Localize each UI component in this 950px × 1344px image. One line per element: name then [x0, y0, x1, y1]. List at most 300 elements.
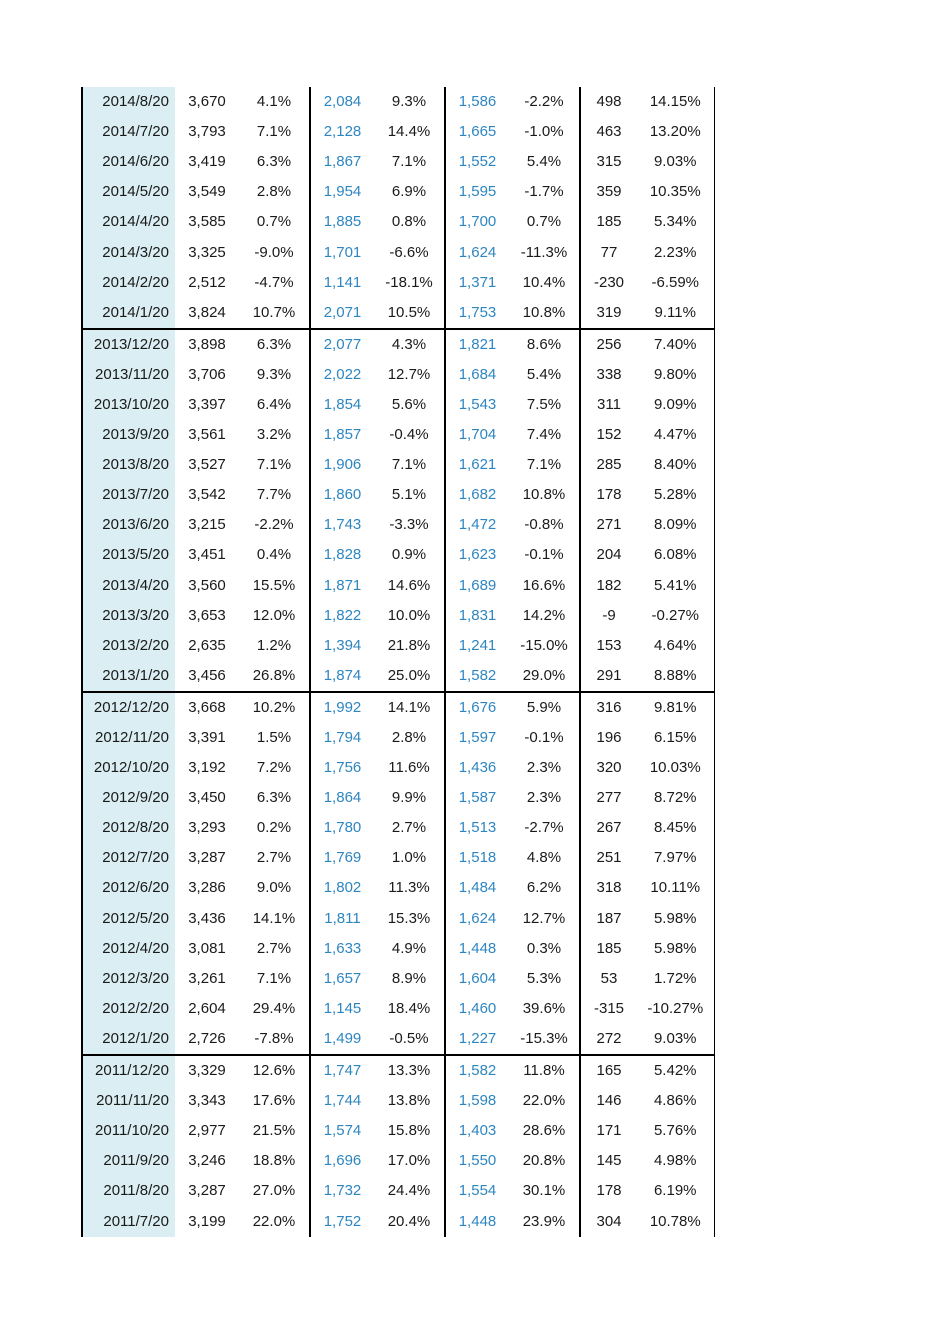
value-cell: 277	[580, 783, 637, 813]
value-cell: 304	[580, 1206, 637, 1236]
pct-cell: 7.2%	[256, 759, 292, 777]
value-cell: 1,597	[445, 723, 509, 753]
value-cell: 3,325	[188, 243, 226, 261]
value-cell: 1,780	[310, 813, 374, 843]
date-cell: 2013/10/20	[82, 390, 175, 420]
pct-cell: 10.78%	[637, 1206, 714, 1236]
value-cell: 1,448	[445, 934, 509, 964]
pct-cell: 7.1%	[256, 123, 292, 141]
pct-cell: 12.6%	[239, 1055, 310, 1086]
table-row	[82, 1206, 714, 1236]
value-cell: 2,604	[188, 999, 226, 1017]
value-cell: 3,261	[188, 969, 226, 987]
date-cell: 2011/11/20	[82, 1086, 175, 1116]
value-cell: 3,286	[188, 879, 226, 897]
value-cell: 1,821	[445, 329, 509, 360]
value-cell: 3,391	[188, 729, 226, 747]
pct-cell: 21.8%	[387, 636, 431, 654]
pct-cell: 5.9%	[509, 692, 580, 723]
value-cell: 1,543	[445, 390, 509, 420]
pct-cell: 4.47%	[637, 420, 714, 450]
pct-cell: 0.7%	[256, 213, 292, 231]
pct-cell: 9.03%	[637, 147, 714, 177]
value-cell: 1,954	[310, 177, 374, 207]
pct-cell: 14.6%	[387, 576, 431, 594]
value-cell: 187	[580, 904, 637, 934]
pct-cell: 11.8%	[509, 1055, 580, 1086]
value-cell: 256	[580, 329, 637, 360]
value-cell: 3,561	[188, 426, 226, 444]
pct-cell: 3.2%	[256, 426, 292, 444]
value-cell: 3,293	[188, 819, 226, 837]
value-cell: 1,624	[445, 904, 509, 934]
date-cell: 2013/12/20	[82, 329, 175, 360]
date-cell: 2013/9/20	[82, 420, 175, 450]
table-row	[82, 994, 714, 1024]
table-row	[82, 540, 714, 570]
value-cell: 178	[580, 480, 637, 510]
table-row	[82, 1116, 714, 1146]
pct-cell: 7.1%	[526, 456, 562, 474]
pct-cell: 4.64%	[637, 631, 714, 661]
pct-cell: 15.3%	[387, 909, 431, 927]
pct-cell: 13.8%	[387, 1092, 431, 1110]
pct-cell: 7.1%	[391, 153, 427, 171]
pct-cell: 21.5%	[252, 1122, 296, 1140]
pct-cell: 22.0%	[522, 1092, 566, 1110]
pct-cell: 7.1%	[256, 969, 292, 987]
date-cell: 2013/5/20	[82, 540, 175, 570]
pct-cell: 2.7%	[391, 819, 427, 837]
pct-cell: 0.7%	[526, 213, 562, 231]
value-cell: 1,552	[445, 147, 509, 177]
value-cell: 2,977	[188, 1122, 226, 1140]
table-row	[82, 177, 714, 207]
pct-cell: 1.2%	[256, 636, 292, 654]
value-cell: 185	[580, 934, 637, 964]
table-row	[82, 753, 714, 783]
pct-cell: 10.0%	[387, 606, 431, 624]
pct-cell: 0.2%	[256, 819, 292, 837]
table-row	[82, 873, 714, 903]
pct-cell: 30.1%	[522, 1182, 566, 1200]
pct-cell: -11.3%	[520, 243, 568, 261]
pct-cell: 16.6%	[522, 576, 566, 594]
pct-cell: 9.3%	[391, 93, 427, 111]
value-cell: 1,484	[445, 873, 509, 903]
value-cell: 1,874	[310, 661, 374, 692]
date-cell: 2013/8/20	[82, 450, 175, 480]
value-cell: 1,794	[310, 723, 374, 753]
pct-cell: 0.3%	[526, 939, 562, 957]
date-cell: 2013/1/20	[82, 661, 175, 692]
date-cell: 2013/3/20	[82, 601, 175, 631]
pct-cell: 5.98%	[637, 904, 714, 934]
value-cell: 1,864	[310, 783, 374, 813]
value-cell: 3,585	[188, 213, 226, 231]
value-cell: 359	[580, 177, 637, 207]
value-cell: 1,885	[310, 207, 374, 237]
value-cell: 1,857	[310, 420, 374, 450]
value-cell: 3,653	[188, 606, 226, 624]
value-cell: 291	[580, 661, 637, 692]
value-cell: 1,403	[445, 1116, 509, 1146]
pct-cell: 14.15%	[637, 87, 714, 117]
value-cell: 3,287	[188, 1182, 226, 1200]
value-cell: 1,689	[445, 571, 509, 601]
value-cell: 153	[580, 631, 637, 661]
date-cell: 2012/8/20	[82, 813, 175, 843]
value-cell: 1,802	[310, 873, 374, 903]
pct-cell: 4.3%	[374, 329, 445, 360]
date-cell: 2012/10/20	[82, 753, 175, 783]
date-cell: 2014/8/20	[82, 87, 175, 117]
pct-cell: 13.3%	[374, 1055, 445, 1086]
pct-cell: 14.2%	[522, 606, 566, 624]
value-cell: 1,682	[445, 480, 509, 510]
date-cell: 2014/4/20	[82, 207, 175, 237]
value-cell: 3,898	[175, 329, 239, 360]
value-cell: 1,744	[310, 1086, 374, 1116]
pct-cell: 7.7%	[256, 486, 292, 504]
value-cell: 320	[580, 753, 637, 783]
table-row	[82, 360, 714, 390]
date-cell: 2014/3/20	[82, 237, 175, 267]
value-cell: 1,704	[445, 420, 509, 450]
value-cell: 1,665	[445, 117, 509, 147]
pct-cell: 10.4%	[522, 273, 566, 291]
pct-cell: -7.8%	[254, 1029, 294, 1047]
pct-cell: 25.0%	[387, 666, 431, 684]
value-cell: 1,860	[310, 480, 374, 510]
pct-cell: 8.88%	[637, 661, 714, 692]
pct-cell: 11.3%	[388, 879, 430, 897]
value-cell: 1,992	[310, 692, 374, 723]
pct-cell: -2.7%	[524, 819, 564, 837]
value-cell: 1,554	[445, 1176, 509, 1206]
value-cell: 1,582	[445, 1055, 509, 1086]
pct-cell: 12.7%	[522, 909, 566, 927]
value-cell: 1,747	[310, 1055, 374, 1086]
pct-cell: 4.1%	[256, 93, 292, 111]
pct-cell: -2.2%	[524, 93, 564, 111]
date-cell: 2012/6/20	[82, 873, 175, 903]
table-row	[82, 843, 714, 873]
value-cell: 1,499	[310, 1024, 374, 1055]
value-cell: 1,822	[310, 601, 374, 631]
date-cell: 2014/6/20	[82, 147, 175, 177]
table-row	[82, 631, 714, 661]
value-cell: 2,084	[310, 87, 374, 117]
value-cell: 1,145	[310, 994, 374, 1024]
pct-cell: 7.4%	[526, 426, 562, 444]
table-row	[82, 390, 714, 420]
pct-cell: 10.03%	[637, 753, 714, 783]
pct-cell: -0.1%	[524, 546, 564, 564]
pct-cell: 10.35%	[637, 177, 714, 207]
value-cell: 3,450	[188, 789, 226, 807]
value-cell: 3,081	[188, 939, 226, 957]
pct-cell: 4.98%	[637, 1146, 714, 1176]
pct-cell: 5.4%	[526, 365, 562, 383]
value-cell: 1,624	[445, 237, 509, 267]
pct-cell: 20.4%	[387, 1212, 431, 1230]
value-cell: 53	[580, 964, 637, 994]
pct-cell: 18.4%	[387, 999, 431, 1017]
table-row	[82, 661, 714, 692]
pct-cell: 8.40%	[637, 450, 714, 480]
value-cell: 272	[580, 1024, 637, 1055]
pct-cell: 6.15%	[637, 723, 714, 753]
pct-cell: 5.4%	[526, 153, 562, 171]
value-cell: 178	[580, 1176, 637, 1206]
value-cell: 1,831	[445, 601, 509, 631]
value-cell: 319	[580, 298, 637, 329]
value-cell: 315	[580, 147, 637, 177]
pct-cell: 12.7%	[387, 365, 431, 383]
pct-cell: -10.27%	[637, 994, 714, 1024]
pct-cell: 10.2%	[239, 692, 310, 723]
value-cell: 2,726	[188, 1029, 226, 1047]
pct-cell: 5.34%	[637, 207, 714, 237]
pct-cell: 7.1%	[256, 456, 292, 474]
pct-cell: 2.8%	[391, 729, 427, 747]
table-row	[82, 1024, 714, 1055]
pct-cell: 29.4%	[252, 999, 296, 1017]
pct-cell: 15.8%	[387, 1122, 431, 1140]
pct-cell: -0.8%	[524, 516, 564, 534]
table-row	[82, 450, 714, 480]
pct-cell: 0.9%	[391, 546, 427, 564]
table-row	[82, 692, 714, 723]
value-cell: 1,550	[445, 1146, 509, 1176]
pct-cell: 9.81%	[637, 692, 714, 723]
value-cell: 1,586	[445, 87, 509, 117]
pct-cell: 10.5%	[387, 303, 431, 321]
pct-cell: 10.11%	[637, 873, 714, 903]
value-cell: 1,582	[445, 661, 509, 692]
pct-cell: -0.5%	[389, 1029, 429, 1047]
value-cell: 316	[580, 692, 637, 723]
pct-cell: 26.8%	[252, 666, 296, 684]
value-cell: 463	[580, 117, 637, 147]
pct-cell: 2.8%	[256, 183, 292, 201]
date-cell: 2013/7/20	[82, 480, 175, 510]
pct-cell: -6.59%	[637, 268, 714, 298]
value-cell: 204	[580, 540, 637, 570]
value-cell: 1,623	[445, 540, 509, 570]
value-cell: 165	[580, 1055, 637, 1086]
pct-cell: -15.3%	[520, 1029, 568, 1047]
pct-cell: -6.6%	[389, 243, 429, 261]
value-cell: 1,743	[310, 510, 374, 540]
value-cell: 1,676	[445, 692, 509, 723]
value-cell: 1,448	[445, 1206, 509, 1236]
pct-cell: 28.6%	[522, 1122, 566, 1140]
pct-cell: 5.3%	[526, 969, 562, 987]
pct-cell: 23.9%	[522, 1212, 566, 1230]
pct-cell: 5.42%	[637, 1055, 714, 1086]
value-cell: 1,684	[445, 360, 509, 390]
pct-cell: 7.5%	[526, 395, 562, 413]
pct-cell: 14.1%	[374, 692, 445, 723]
value-cell: 1,241	[445, 631, 509, 661]
date-cell: 2014/5/20	[82, 177, 175, 207]
pct-cell: 4.9%	[391, 939, 427, 957]
pct-cell: 1.0%	[391, 849, 427, 867]
pct-cell: -0.4%	[389, 426, 429, 444]
pct-cell: 2.3%	[526, 789, 562, 807]
table-row	[82, 420, 714, 450]
pct-cell: 13.20%	[637, 117, 714, 147]
value-cell: 145	[580, 1146, 637, 1176]
value-cell: 1,574	[310, 1116, 374, 1146]
table-row	[82, 207, 714, 237]
pct-cell: -1.0%	[524, 123, 564, 141]
value-cell: 3,542	[188, 486, 226, 504]
value-cell: 2,635	[188, 636, 226, 654]
pct-cell: -4.7%	[254, 273, 294, 291]
value-cell: 3,824	[188, 303, 226, 321]
pct-cell: 12.0%	[252, 606, 296, 624]
value-cell: 1,436	[445, 753, 509, 783]
value-cell: 3,199	[188, 1212, 226, 1230]
value-cell: 196	[580, 723, 637, 753]
table-row	[82, 237, 714, 267]
pct-cell: 6.4%	[256, 395, 292, 413]
table-row	[82, 1055, 714, 1086]
date-cell: 2014/7/20	[82, 117, 175, 147]
value-cell: 3,456	[188, 666, 226, 684]
value-cell: 1,871	[310, 571, 374, 601]
pct-cell: 10.8%	[522, 303, 566, 321]
value-cell: 1,141	[310, 268, 374, 298]
pct-cell: 6.19%	[637, 1176, 714, 1206]
value-cell: 1,587	[445, 783, 509, 813]
pct-cell: 9.09%	[637, 390, 714, 420]
table-row	[82, 571, 714, 601]
value-cell: 3,436	[188, 909, 226, 927]
date-cell: 2012/2/20	[82, 994, 175, 1024]
value-cell: 1,472	[445, 510, 509, 540]
date-cell: 2012/11/20	[82, 723, 175, 753]
value-cell: 3,287	[188, 849, 226, 867]
table-row	[82, 813, 714, 843]
value-cell: 3,668	[175, 692, 239, 723]
value-cell: 1,696	[310, 1146, 374, 1176]
value-cell: 2,071	[310, 298, 374, 329]
value-cell: 1,394	[310, 631, 374, 661]
table-row	[82, 1176, 714, 1206]
date-cell: 2011/8/20	[82, 1176, 175, 1206]
date-cell: 2011/12/20	[82, 1055, 175, 1086]
date-cell: 2013/2/20	[82, 631, 175, 661]
value-cell: 2,077	[310, 329, 374, 360]
pct-cell: 29.0%	[522, 666, 566, 684]
pct-cell: -2.2%	[254, 516, 294, 534]
value-cell: 77	[580, 237, 637, 267]
value-cell: 3,527	[188, 456, 226, 474]
pct-cell: 17.6%	[252, 1092, 296, 1110]
value-cell: 1,867	[310, 147, 374, 177]
value-cell: 1,752	[310, 1206, 374, 1236]
value-cell: 146	[580, 1086, 637, 1116]
value-cell: 2,022	[310, 360, 374, 390]
date-cell: 2013/11/20	[82, 360, 175, 390]
date-cell: 2012/9/20	[82, 783, 175, 813]
table-row	[82, 87, 714, 117]
date-cell: 2013/6/20	[82, 510, 175, 540]
value-cell: 3,560	[188, 576, 226, 594]
pct-cell: 2.7%	[256, 939, 292, 957]
date-cell: 2012/5/20	[82, 904, 175, 934]
pct-cell: 15.5%	[252, 576, 296, 594]
value-cell: 1,854	[310, 390, 374, 420]
value-cell: 267	[580, 813, 637, 843]
table-row	[82, 601, 714, 631]
pct-cell: 5.1%	[391, 486, 427, 504]
pct-cell: -9.0%	[254, 243, 294, 261]
table-row	[82, 1086, 714, 1116]
pct-cell: 9.80%	[637, 360, 714, 390]
pct-cell: 5.6%	[391, 395, 427, 413]
value-cell: 1,828	[310, 540, 374, 570]
pct-cell: 6.3%	[256, 789, 292, 807]
table-row	[82, 723, 714, 753]
pct-cell: -15.0%	[520, 636, 568, 654]
value-cell: 152	[580, 420, 637, 450]
pct-cell: 39.6%	[522, 999, 566, 1017]
table-row	[82, 480, 714, 510]
table-row	[82, 268, 714, 298]
value-cell: 1,769	[310, 843, 374, 873]
date-cell: 2014/1/20	[82, 298, 175, 329]
date-cell: 2012/1/20	[82, 1024, 175, 1055]
pct-cell: 14.1%	[252, 909, 296, 927]
pct-cell: 10.8%	[522, 486, 566, 504]
value-cell: 3,246	[188, 1152, 226, 1170]
table-row	[82, 117, 714, 147]
value-cell: 2,512	[188, 273, 226, 291]
pct-cell: -3.3%	[389, 516, 429, 534]
table-row	[82, 934, 714, 964]
value-cell: 1,811	[310, 904, 374, 934]
value-cell: 1,518	[445, 843, 509, 873]
pct-cell: 17.0%	[387, 1152, 431, 1170]
pct-cell: -1.7%	[524, 183, 564, 201]
value-cell: 1,604	[445, 964, 509, 994]
pct-cell: 6.3%	[256, 153, 292, 171]
pct-cell: 0.4%	[256, 546, 292, 564]
pct-cell: 10.7%	[252, 303, 296, 321]
pct-cell: 24.4%	[387, 1182, 431, 1200]
pct-cell: 9.9%	[391, 789, 427, 807]
value-cell: -230	[580, 268, 637, 298]
value-cell: 3,215	[188, 516, 226, 534]
date-cell: 2012/7/20	[82, 843, 175, 873]
pct-cell: 7.97%	[637, 843, 714, 873]
pct-cell: 0.8%	[391, 213, 427, 231]
value-cell: 285	[580, 450, 637, 480]
value-cell: 1,460	[445, 994, 509, 1024]
pct-cell: 1.5%	[256, 729, 292, 747]
pct-cell: 5.76%	[637, 1116, 714, 1146]
pct-cell: 6.3%	[239, 329, 310, 360]
pct-cell: 7.40%	[637, 329, 714, 360]
value-cell: 1,371	[445, 268, 509, 298]
pct-cell: 22.0%	[252, 1212, 296, 1230]
value-cell: 3,706	[188, 365, 226, 383]
